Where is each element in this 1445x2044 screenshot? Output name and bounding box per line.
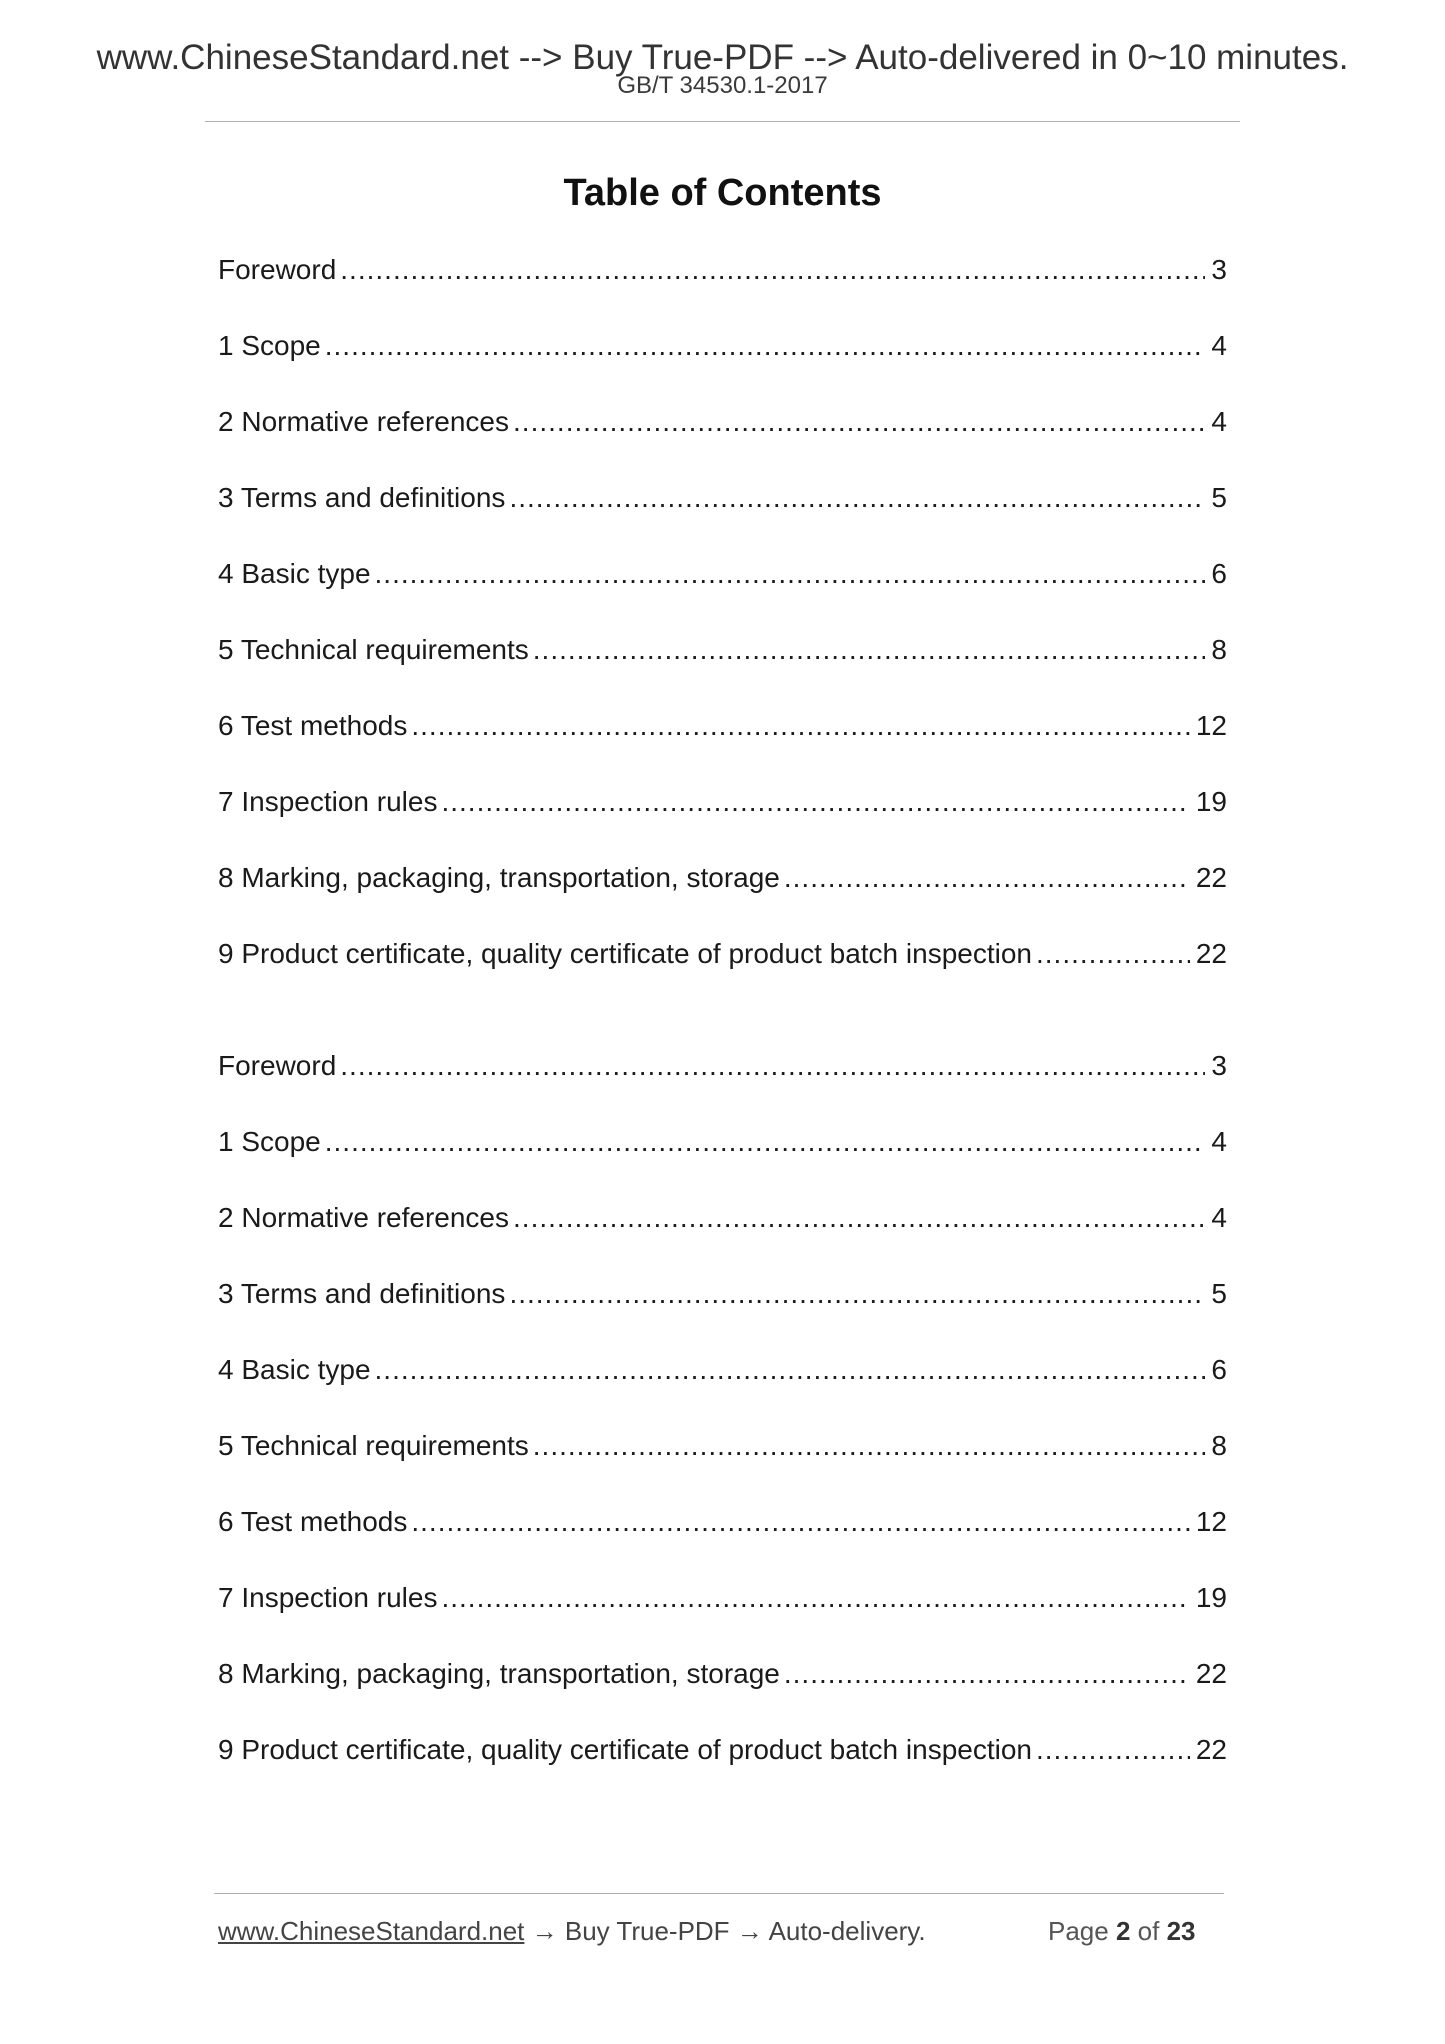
footer-promo	[218, 1914, 926, 1948]
toc-leader-dots	[375, 1352, 1206, 1388]
toc-leader-dots	[375, 556, 1206, 592]
toc-entry-foreword[interactable]	[218, 1048, 1227, 1124]
toc-entry-label: Foreword	[218, 254, 337, 285]
toc-leader-dots	[784, 1656, 1190, 1692]
toc-leader-dots	[513, 1200, 1205, 1236]
toc-leader-dots	[340, 252, 1205, 288]
page-prefix: Page	[1048, 1916, 1109, 1946]
toc-leader-dots	[411, 708, 1189, 744]
toc-leader-dots	[441, 1580, 1189, 1616]
toc-entry-label: 7 Inspection rules	[218, 786, 438, 817]
toc-entry-page: 3	[1211, 254, 1227, 285]
toc-entry-page: 4	[1211, 406, 1227, 437]
toc-entry-basic-type[interactable]	[218, 1352, 1227, 1428]
toc-entry-label: 6 Test methods	[218, 710, 408, 741]
page-total: 23	[1166, 1916, 1196, 1946]
toc-entry-product-certificate[interactable]	[218, 1732, 1227, 1808]
toc-leader-dots	[340, 1048, 1205, 1084]
footer-site-link[interactable]: www.ChineseStandard.net	[218, 1916, 525, 1946]
toc-list-secondary	[218, 1048, 1227, 1808]
toc-entry-technical-requirements[interactable]	[218, 632, 1227, 708]
toc-entry-test-methods[interactable]	[218, 1504, 1227, 1580]
toc-entry-terms-and-definitions[interactable]	[218, 1276, 1227, 1352]
toc-entry-normative-references[interactable]	[218, 404, 1227, 480]
footer-divider	[214, 1893, 1224, 1894]
toc-entry-page: 22	[1195, 862, 1227, 893]
toc-entry-label: 8 Marking, packaging, transportation, storage	[218, 1658, 780, 1689]
toc-entry-label: 3 Terms and definitions	[218, 1278, 506, 1309]
toc-entry-label: 3 Terms and definitions	[218, 482, 506, 513]
toc-leader-dots	[513, 404, 1205, 440]
toc-entry-test-methods[interactable]	[218, 708, 1227, 784]
toc-entry-inspection-rules[interactable]	[218, 784, 1227, 860]
toc-entry-page: 4	[1211, 1202, 1227, 1233]
toc-entry-marking-packaging[interactable]	[218, 1656, 1227, 1732]
toc-leader-dots	[784, 860, 1190, 896]
page-current: 2	[1115, 1916, 1131, 1946]
toc-entry-label: 8 Marking, packaging, transportation, storage	[218, 862, 780, 893]
toc-entry-label: 4 Basic type	[218, 558, 371, 589]
toc-entry-product-certificate[interactable]	[218, 936, 1227, 1012]
toc-leader-dots	[509, 480, 1205, 516]
toc-entry-label: 6 Test methods	[218, 1506, 408, 1537]
toc-entry-foreword[interactable]	[218, 252, 1227, 328]
toc-leader-dots	[509, 1276, 1205, 1312]
toc-entry-page: 22	[1195, 1734, 1227, 1765]
toc-entry-technical-requirements[interactable]	[218, 1428, 1227, 1504]
toc-leader-dots	[533, 1428, 1206, 1464]
toc-entry-scope[interactable]	[218, 1124, 1227, 1200]
toc-entry-marking-packaging[interactable]	[218, 860, 1227, 936]
page-indicator	[1048, 1914, 1196, 1948]
toc-entry-inspection-rules[interactable]	[218, 1580, 1227, 1656]
toc-entry-page: 8	[1211, 634, 1227, 665]
toc-leader-dots	[1036, 1732, 1190, 1768]
toc-leader-dots	[325, 328, 1206, 364]
toc-entry-terms-and-definitions[interactable]	[218, 480, 1227, 556]
page-of: of	[1137, 1916, 1160, 1946]
toc-entry-page: 4	[1211, 330, 1227, 361]
toc-entry-page: 5	[1211, 482, 1227, 513]
toc-entry-page: 19	[1195, 1582, 1227, 1613]
toc-entry-page: 3	[1211, 1050, 1227, 1081]
toc-title: Table of Contents	[563, 172, 882, 214]
toc-entry-label: 2 Normative references	[218, 406, 510, 437]
toc-entry-page: 19	[1195, 786, 1227, 817]
toc-entry-page: 5	[1211, 1278, 1227, 1309]
toc-entry-label: 5 Technical requirements	[218, 634, 529, 665]
header-banner: www.ChineseStandard.net --> Buy True-PDF --> Auto-delivered in 0~10 minutes.	[96, 38, 1349, 77]
toc-leader-dots	[533, 632, 1206, 668]
toc-entry-page: 8	[1211, 1430, 1227, 1461]
document-number: GB/T 34530.1-2017	[617, 72, 828, 99]
toc-entry-page: 22	[1195, 1658, 1227, 1689]
header-divider	[205, 121, 1240, 122]
toc-entry-page: 12	[1195, 1506, 1227, 1537]
toc-entry-label: 7 Inspection rules	[218, 1582, 438, 1613]
toc-entry-page: 6	[1211, 558, 1227, 589]
toc-leader-dots	[441, 784, 1189, 820]
footer-tagline: → Buy True-PDF → Auto-delivery.	[524, 1916, 926, 1946]
toc-entry-label: 5 Technical requirements	[218, 1430, 529, 1461]
toc-leader-dots	[1036, 936, 1190, 972]
toc-entry-label: 4 Basic type	[218, 1354, 371, 1385]
toc-entry-page: 22	[1195, 938, 1227, 969]
toc-entry-label: 9 Product certificate, quality certificate of product batch inspection	[218, 1734, 1032, 1765]
toc-entry-label: Foreword	[218, 1050, 337, 1081]
toc-entry-basic-type[interactable]	[218, 556, 1227, 632]
toc-entry-normative-references[interactable]	[218, 1200, 1227, 1276]
toc-leader-dots	[411, 1504, 1189, 1540]
toc-entry-label: 2 Normative references	[218, 1202, 510, 1233]
toc-entry-page: 6	[1211, 1354, 1227, 1385]
toc-list-primary	[218, 252, 1227, 1012]
toc-leader-dots	[325, 1124, 1206, 1160]
toc-entry-page: 12	[1195, 710, 1227, 741]
toc-entry-page: 4	[1211, 1126, 1227, 1157]
toc-entry-scope[interactable]	[218, 328, 1227, 404]
toc-entry-label: 1 Scope	[218, 1126, 321, 1157]
toc-entry-label: 9 Product certificate, quality certificate of product batch inspection	[218, 938, 1032, 969]
toc-entry-label: 1 Scope	[218, 330, 321, 361]
